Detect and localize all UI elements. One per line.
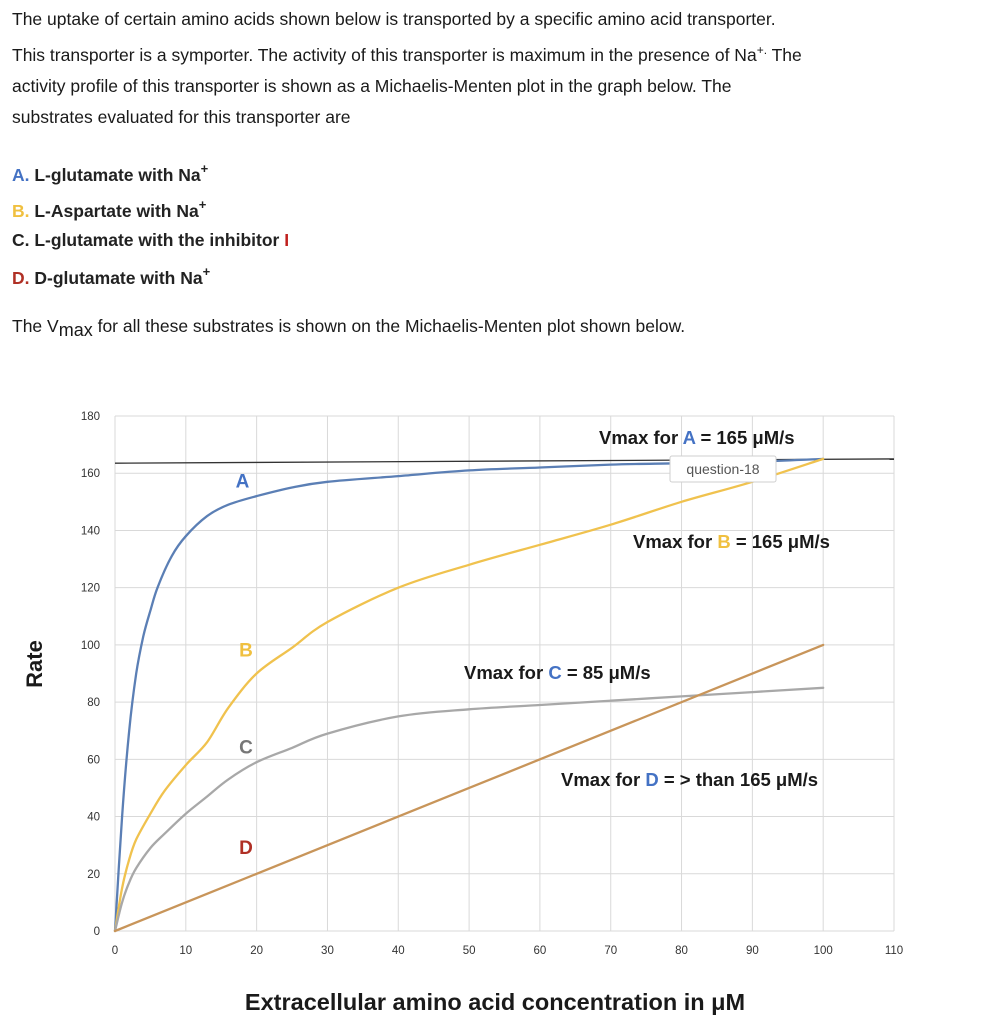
x-tick-label: 90 — [745, 945, 759, 957]
intro-line-3: activity profile of this transporter is shown as a Michaelis-Menten plot in the graph below. The — [12, 75, 732, 96]
chart-series — [115, 459, 894, 931]
x-tick-label: 20 — [250, 945, 264, 957]
annotation-vmax-a: Vmax for A = 165 μM/s — [599, 427, 795, 448]
x-tick-label: 40 — [391, 945, 405, 957]
option-c: C. L-glutamate with the inhibitor I — [12, 230, 290, 250]
vmax-sentence: The Vmax for all these substrates is shown on the Michaelis-Menten plot shown below. — [12, 316, 686, 340]
y-axis-label: Rate — [22, 640, 47, 688]
x-tick-label: 10 — [179, 945, 193, 957]
x-tick-label: 50 — [462, 945, 476, 957]
curve-label-a: A — [235, 471, 250, 493]
intro-line-2: This transporter is a symporter. The activity of this transporter is maximum in the presence of Na+. The — [12, 43, 802, 65]
option-b: B. L-Aspartate with Na+ — [12, 197, 207, 221]
y-tick-label: 20 — [87, 868, 100, 881]
x-tick-label: 110 — [884, 945, 904, 957]
y-tick-label: 120 — [80, 582, 100, 595]
svg-text:question-18: question-18 — [686, 461, 760, 477]
question-watermark — [670, 456, 776, 482]
annotation-vmax-b: Vmax for B = 165 μM/s — [633, 531, 830, 552]
curve-label-b: B — [239, 640, 253, 662]
annotation-vmax-c: Vmax for C = 85 μM/s — [464, 662, 651, 683]
intro-line-4: substrates evaluated for this transporter are — [12, 106, 351, 127]
curve-label-d: D — [239, 837, 253, 859]
x-tick-label: 80 — [675, 945, 688, 957]
y-tick-label: 0 — [93, 926, 100, 938]
y-tick-label: 140 — [80, 525, 100, 538]
x-tick-label: 70 — [604, 945, 618, 957]
chart-curve-labels — [236, 472, 254, 859]
curve-label-c: C — [239, 737, 253, 759]
x-tick-label: 60 — [533, 945, 547, 957]
x-axis-label: Extracellular amino acid concentration in μM — [244, 989, 746, 1015]
annotation-vmax-d: Vmax for D = > than 165 μM/s — [561, 769, 819, 790]
x-tick-label: 100 — [813, 945, 833, 957]
option-a: A. L-glutamate with Na+ — [12, 161, 209, 185]
x-tick-label: 30 — [321, 945, 334, 957]
y-tick-label: 160 — [80, 468, 100, 481]
y-tick-label: 80 — [87, 697, 100, 710]
option-d: D. D-glutamate with Na+ — [12, 264, 211, 288]
y-tick-label: 40 — [87, 811, 100, 824]
y-tick-label: 100 — [80, 639, 100, 652]
y-tick-label: 180 — [80, 411, 100, 423]
chart-tick-labels — [81, 411, 903, 957]
x-tick-label: 0 — [111, 945, 119, 957]
intro-line-1: The uptake of certain amino acids shown below is transported by a specific amino acid transporter. — [12, 9, 776, 29]
y-tick-label: 60 — [87, 754, 100, 767]
